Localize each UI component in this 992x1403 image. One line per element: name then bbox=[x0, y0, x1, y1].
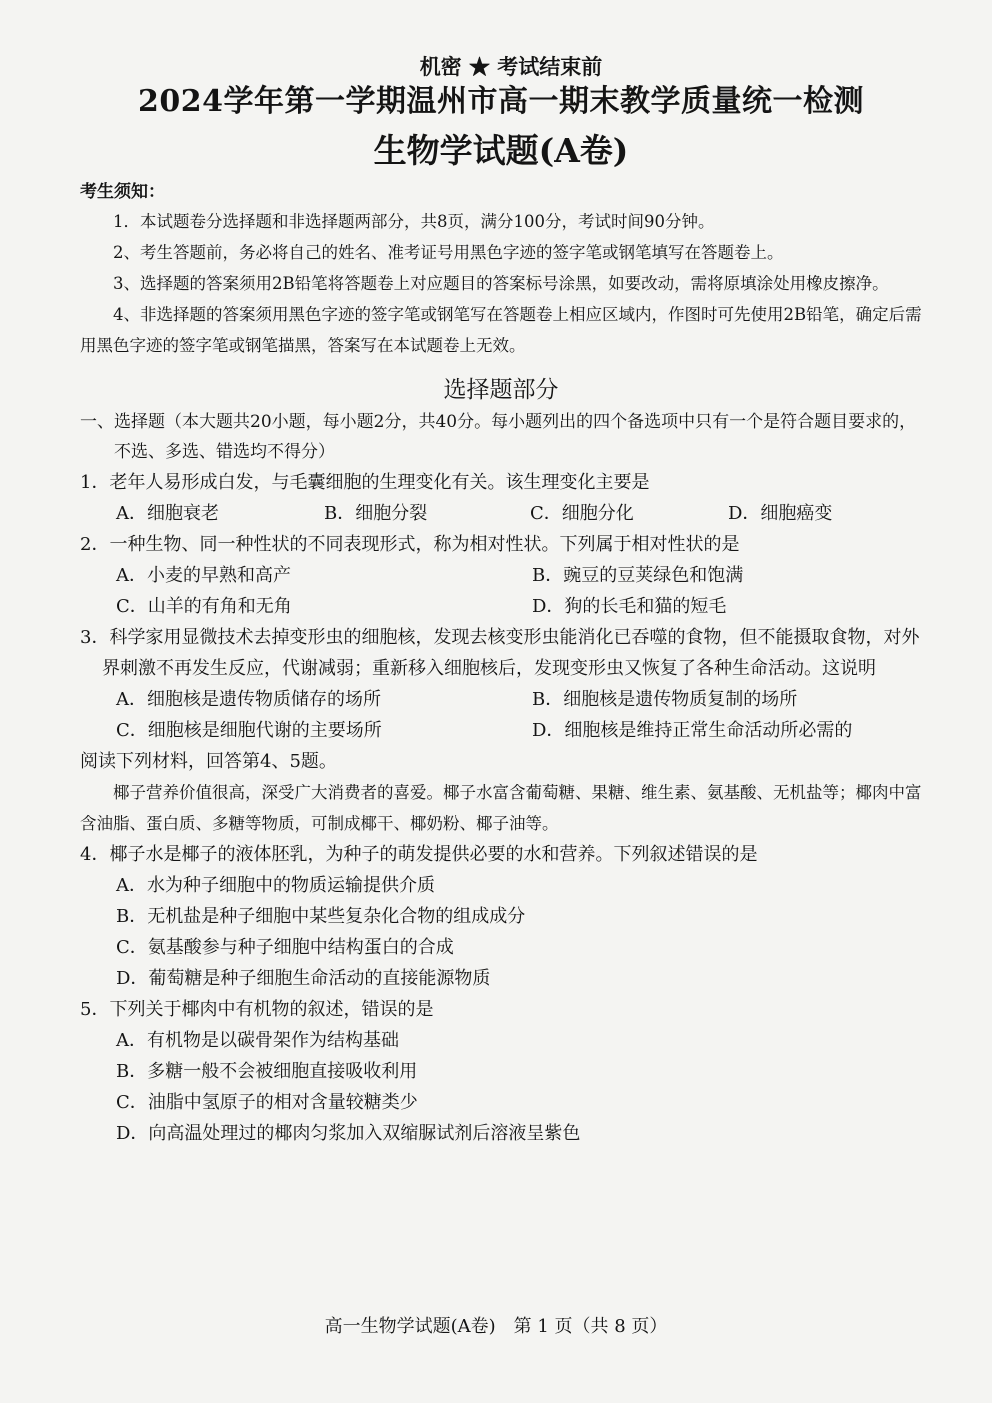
notice-item: 4、非选择题的答案须用黑色字迹的签字笔或钢笔写在答题卷上相应区域内，作图时可先使用2B铅笔，确定后需用黑色字迹的签字笔或钢笔描黑，答案写在本试题卷上无效。 bbox=[80, 305, 922, 355]
exam-subtitle: 生物学试题(A卷) bbox=[373, 131, 629, 170]
notice-heading: 考生须知： bbox=[80, 182, 165, 202]
option: C．细胞核是细胞代谢的主要场所 bbox=[116, 720, 382, 741]
option: B．豌豆的豆荚绿色和饱满 bbox=[532, 565, 744, 586]
option: A．细胞核是遗传物质储存的场所 bbox=[116, 689, 381, 710]
option: B．细胞分裂 bbox=[324, 503, 428, 524]
notice-item: 2、考生答题前，务必将自己的姓名、准考证号用黑色字迹的签字笔或钢笔填写在答题卷上。 bbox=[113, 243, 784, 262]
option: B．无机盐是种子细胞中某些复杂化合物的组成成分 bbox=[116, 906, 526, 927]
option: C．油脂中氢原子的相对含量较糖类少 bbox=[116, 1092, 418, 1113]
question-stem: 2．一种生物、同一种性状的不同表现形式，称为相对性状。下列属于相对性状的是 bbox=[80, 534, 740, 555]
option: D．细胞核是维持正常生命活动所必需的 bbox=[532, 720, 853, 741]
reading-material: 椰子营养价值很高，深受广大消费者的喜爱。椰子水富含葡萄糖、果糖、维生素、氨基酸、无机盐等；椰肉中富含油脂、蛋白质、多糖等物质，可制成椰干、椰奶粉、椰子油等。 bbox=[80, 783, 922, 833]
question-options bbox=[80, 684, 922, 746]
question-options bbox=[80, 1025, 922, 1149]
option: C．氨基酸参与种子细胞中结构蛋白的合成 bbox=[116, 937, 454, 958]
question-stem: 5．下列关于椰肉中有机物的叙述，错误的是 bbox=[80, 999, 434, 1020]
confidential-label: 机密 ★ 考试结束前 bbox=[419, 54, 603, 79]
question-options bbox=[80, 870, 922, 994]
notice-item: 3、选择题的答案须用2B铅笔将答题卷上对应题目的答案标号涂黑，如要改动，需将原填涂处用橡皮擦净。 bbox=[113, 274, 889, 293]
option: D．葡萄糖是种子细胞生命活动的直接能源物质 bbox=[116, 968, 491, 989]
option: D．狗的长毛和猫的短毛 bbox=[532, 596, 727, 617]
question-options bbox=[80, 498, 922, 529]
option: D．向高温处理过的椰肉匀浆加入双缩脲试剂后溶液呈紫色 bbox=[116, 1123, 581, 1144]
question-stem: 4．椰子水是椰子的液体胚乳，为种子的萌发提供必要的水和营养。下列叙述错误的是 bbox=[80, 844, 758, 865]
notice-item: 1．本试题卷分选择题和非选择题两部分，共8页，满分100分，考试时间90分钟。 bbox=[113, 212, 715, 231]
question-stem: 1．老年人易形成白发，与毛囊细胞的生理变化有关。该生理变化主要是 bbox=[80, 472, 650, 493]
part-heading: 一、选择题（本大题共20小题，每小题2分，共40分。每小题列出的四个备选项中只有一个是符合题目要求的，不选、多选、错选均不得分） bbox=[80, 412, 917, 462]
option: A．水为种子细胞中的物质运输提供介质 bbox=[116, 875, 435, 896]
option: B．多糖一般不会被细胞直接吸收利用 bbox=[116, 1061, 418, 1082]
page-footer: 高一生物学试题(A卷) 第 1 页（共 8 页） bbox=[324, 1316, 668, 1337]
option: D．细胞癌变 bbox=[728, 503, 833, 524]
question-stem: 3．科学家用显微技术去掉变形虫的细胞核，发现去核变形虫能消化已吞噬的食物，但不能摄取食物，对外界刺激不再发生反应，代谢减弱；重新移入细胞核后，发现变形虫又恢复了各种生命活动。这说明 bbox=[80, 627, 920, 679]
option: C．细胞分化 bbox=[530, 503, 634, 524]
reading-intro: 阅读下列材料，回答第4、5题。 bbox=[80, 751, 337, 772]
option: A．细胞衰老 bbox=[116, 503, 219, 524]
option: B．细胞核是遗传物质复制的场所 bbox=[532, 689, 798, 710]
exam-title: 2024学年第一学期温州市高一期末教学质量统一检测 bbox=[138, 84, 864, 119]
option: A．有机物是以碳骨架作为结构基础 bbox=[116, 1030, 399, 1051]
question-options bbox=[80, 560, 922, 622]
option: C．山羊的有角和无角 bbox=[116, 596, 292, 617]
section-title: 选择题部分 bbox=[443, 377, 559, 403]
option: A．小麦的早熟和高产 bbox=[116, 565, 291, 586]
